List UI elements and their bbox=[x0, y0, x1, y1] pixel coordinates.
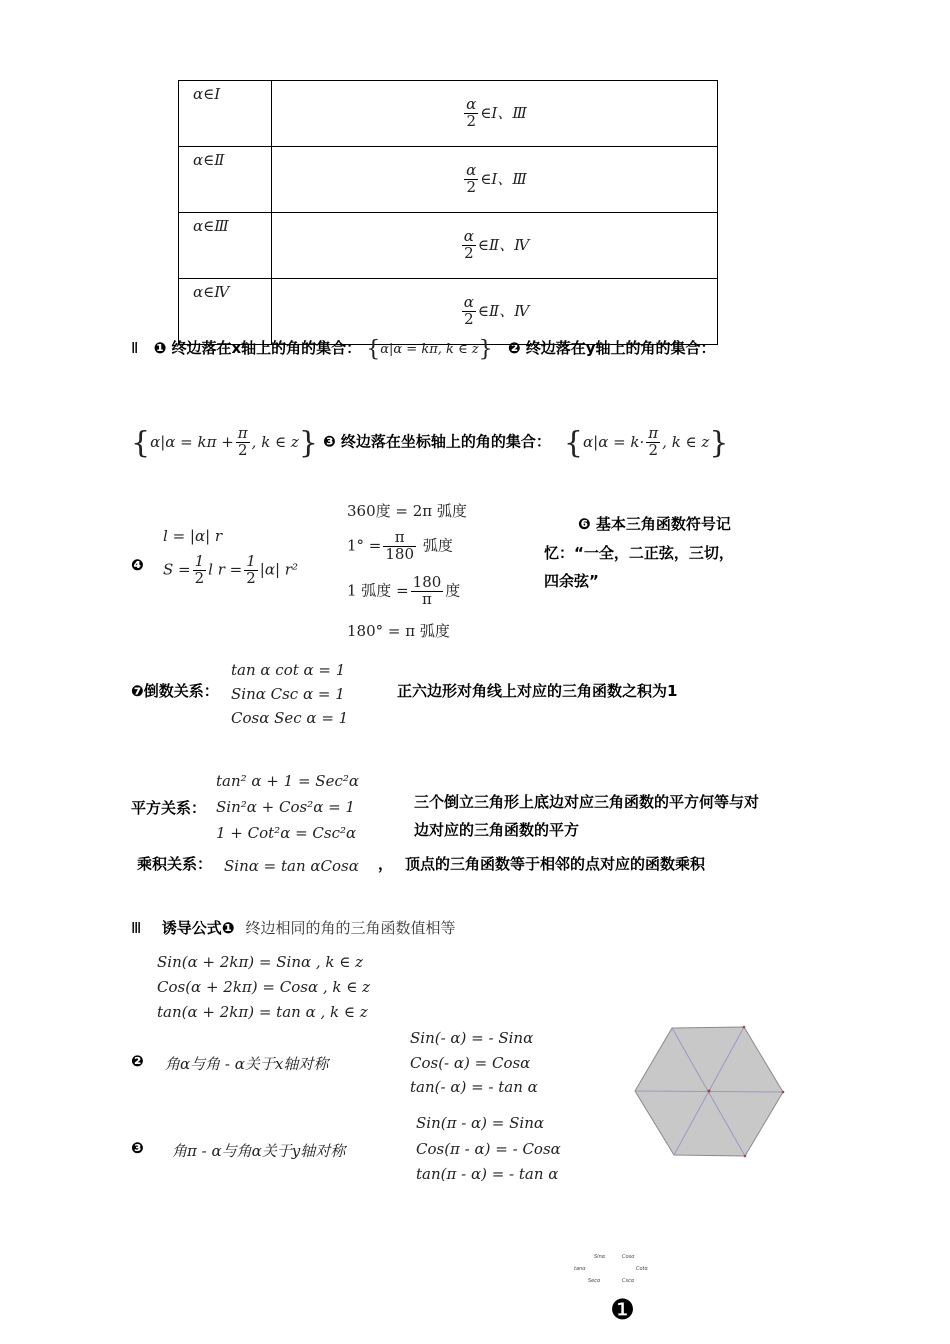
square-formula-1: tan² α + 1 = Sec²α bbox=[216, 772, 359, 790]
x-axis-symmetry-text: 角α与角 - α关于x轴对称 bbox=[165, 1055, 329, 1073]
hexagon-diagram bbox=[632, 1025, 787, 1164]
neg-angle-cos: Cos(- α) = Cosα bbox=[410, 1054, 531, 1072]
bullet-1: ❶ bbox=[153, 339, 167, 357]
pi-minus-tan: tan(π - α) = - tan α bbox=[416, 1165, 559, 1183]
sector-area-formula: S = $\frac{1}{2}$ l r = $\frac{1}{2}$ |α| r² bbox=[163, 552, 298, 587]
reciprocal-label: ❼倒数关系： bbox=[131, 682, 219, 700]
sign-mnemonic-line3: 四余弦” bbox=[544, 572, 599, 590]
induction-formula-title: 诱导公式❶ bbox=[161, 919, 235, 937]
section-roman: Ⅲ bbox=[131, 919, 142, 937]
period-formula-sin: Sin(α + 2kπ) = Sinα , k ∈ z bbox=[157, 953, 364, 971]
quadrant-condition: α∈Ⅳ bbox=[193, 283, 230, 301]
quadrant-condition: α∈Ⅱ bbox=[193, 151, 225, 169]
pi-minus-cos: Cos(π - α) = - Cosα bbox=[416, 1140, 561, 1158]
x-axis-set-formula: {α|α = kπ, k ∈ z} bbox=[366, 337, 493, 362]
axis-set-formula: {α|α = k· $\frac{\pi}{2}$ , k ∈ z} bbox=[563, 424, 729, 460]
reciprocal-formula-2: Sinα Csc α = 1 bbox=[231, 685, 345, 703]
sign-mnemonic-line2: 忆：“一全，二正弦，三切， bbox=[544, 544, 734, 562]
quadrant-condition: α∈Ⅰ bbox=[193, 85, 221, 103]
page-number: ❶ bbox=[610, 1293, 636, 1326]
y-axis-symmetry-text: 角π - α与角α关于y轴对称 bbox=[172, 1142, 346, 1160]
pi-minus-sin: Sin(π - α) = Sinα bbox=[416, 1114, 544, 1132]
quadrant-result: ∈Ⅱ、Ⅳ bbox=[477, 301, 530, 320]
mini-function-diagram bbox=[570, 1250, 660, 1290]
product-formula: Sinα = tan αCosα bbox=[224, 857, 359, 875]
mini-label: Sinα bbox=[594, 1254, 606, 1260]
square-note-line1: 三个倒立三角形上底边对应三角函数的平方何等与对 bbox=[414, 793, 760, 811]
table-row: α∈Ⅳ $\frac{\alpha}{2}$ ∈Ⅱ、Ⅳ bbox=[179, 279, 718, 345]
sign-mnemonic-line1: ❻ 基本三角函数符号记 bbox=[578, 515, 731, 533]
degree-conversion-1: 360度 = 2π 弧度 bbox=[347, 502, 467, 520]
table-row: α∈Ⅰ $\frac{\alpha}{2}$ ∈Ⅰ、Ⅲ bbox=[179, 81, 718, 147]
axis-set-label: 终边落在坐标轴上的角的集合： bbox=[340, 432, 551, 451]
square-label: 平方关系： bbox=[131, 799, 207, 817]
table-row: α∈Ⅲ $\frac{\alpha}{2}$ ∈Ⅱ、Ⅳ bbox=[179, 213, 718, 279]
reciprocal-formula-3: Cosα Sec α = 1 bbox=[231, 709, 349, 727]
y-axis-set-label: 终边落在y轴上的角的集合： bbox=[525, 339, 716, 357]
table-row: α∈Ⅱ $\frac{\alpha}{2}$ ∈Ⅰ、Ⅲ bbox=[179, 147, 718, 213]
section-2-line1 bbox=[131, 337, 715, 362]
bullet-4: ❹ bbox=[131, 556, 144, 574]
section-3-heading bbox=[131, 917, 456, 938]
bullet-2: ❷ bbox=[131, 1052, 144, 1070]
bullet-2: ❷ bbox=[507, 339, 521, 357]
half-angle-quadrant-table bbox=[178, 80, 718, 345]
section-2-line2 bbox=[131, 425, 728, 460]
quadrant-condition: α∈Ⅲ bbox=[193, 217, 229, 235]
mini-label: Cotα bbox=[636, 1266, 648, 1272]
y-axis-set-formula: {α|α = kπ + $\frac{\pi}{2}$ , k ∈ z} bbox=[131, 424, 318, 460]
period-formula-cos: Cos(α + 2kπ) = Cosα , k ∈ z bbox=[157, 978, 371, 996]
reciprocal-note: 正六边形对角线上对应的三角函数之积为1 bbox=[397, 682, 678, 700]
hexagon-center-dot bbox=[708, 1090, 711, 1093]
section-roman: Ⅱ bbox=[131, 339, 139, 357]
mini-label: tanα bbox=[574, 1266, 586, 1272]
mini-label: Cscα bbox=[622, 1278, 635, 1284]
period-formula-tan: tan(α + 2kπ) = tan α , k ∈ z bbox=[157, 1003, 368, 1021]
neg-angle-tan: tan(- α) = - tan α bbox=[410, 1078, 538, 1096]
product-comma: ， bbox=[378, 855, 394, 873]
square-formula-2: Sin²α + Cos²α = 1 bbox=[216, 798, 355, 816]
quadrant-result: ∈Ⅰ、Ⅲ bbox=[480, 169, 527, 188]
product-label: 乘积关系： bbox=[137, 855, 213, 873]
degree-conversion-2: 1° = $\frac{\pi}{180}$ 弧度 bbox=[347, 528, 453, 563]
degree-conversion-3: 1 弧度 = $\frac{180}{\pi}$ 度 bbox=[347, 573, 461, 608]
mini-label: Secα bbox=[588, 1278, 601, 1284]
square-note-line2: 边对应的三角函数的平方 bbox=[414, 821, 580, 839]
neg-angle-sin: Sin(- α) = - Sinα bbox=[410, 1029, 534, 1047]
product-note: 顶点的三角函数等于相邻的点对应的函数乘积 bbox=[405, 855, 706, 873]
bullet-3: ❸ bbox=[323, 432, 336, 451]
quadrant-result: ∈Ⅰ、Ⅲ bbox=[480, 103, 527, 122]
square-formula-3: 1 + Cot²α = Csc²α bbox=[216, 824, 357, 842]
quadrant-result: ∈Ⅱ、Ⅳ bbox=[477, 235, 530, 254]
mini-label: Cosα bbox=[622, 1254, 635, 1260]
x-axis-set-label: 终边落在x轴上的角的集合： bbox=[171, 339, 362, 357]
degree-conversion-4: 180° = π 弧度 bbox=[347, 622, 450, 640]
arc-length-formula: l = |α| r bbox=[163, 527, 223, 545]
induction-formula-subtitle: 终边相同的角的三角函数值相等 bbox=[245, 919, 456, 937]
bullet-3: ❸ bbox=[131, 1139, 144, 1157]
reciprocal-formula-1: tan α cot α = 1 bbox=[231, 661, 346, 679]
